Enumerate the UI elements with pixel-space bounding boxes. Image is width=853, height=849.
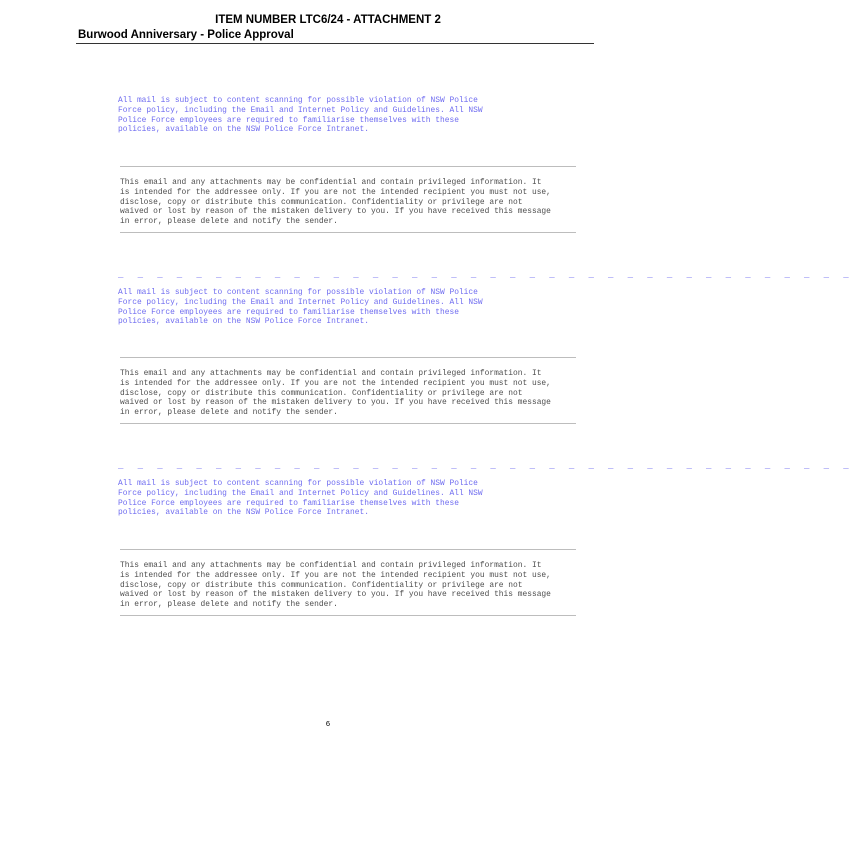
document-title: ITEM NUMBER LTC6/24 - ATTACHMENT 2: [215, 14, 441, 26]
rule-1b: [120, 232, 576, 233]
page-number: 6: [325, 719, 331, 728]
document-subtitle: Burwood Anniversary - Police Approval: [78, 29, 294, 41]
rule-2b: [120, 423, 576, 424]
separator-3: _ _ _ _ _ _ _ _ _ _ _ _ _ _ _ _ _ _ _ _ _ _ _ _ _ _ _ _ _ _ _ _ _ _ _ _ _ _: [118, 461, 853, 471]
policy-notice-1: All mail is subject to content scanning for possible violation of NSW Police Force policy, including the Email and Internet Policy and Guidelines. All NSW Police Force employees are required to familiarise themselves with these policies, available on the NSW Police Force Intranet.: [118, 96, 483, 135]
rule-3b: [120, 615, 576, 616]
policy-notice-2: All mail is subject to content scanning for possible violation of NSW Police Force policy, including the Email and Internet Policy and Guidelines. All NSW Police Force employees are required to familiarise themselves with these policies, available on the NSW Police Force Intranet.: [118, 288, 483, 327]
header-divider: [76, 43, 594, 44]
confidentiality-notice-2: This email and any attachments may be confidential and contain privileged information. It is intended for the addressee only. If you are not the intended recipient you must not use, disclose, copy or distribute this communication. Confidentiality or privilege are not waived or lost by reason of the mistaken delivery to you. If you have received this message in error, please delete and notify the sender.: [120, 369, 551, 418]
rule-2a: [120, 357, 576, 358]
confidentiality-notice-3: This email and any attachments may be confidential and contain privileged information. It is intended for the addressee only. If you are not the intended recipient you must not use, disclose, copy or distribute this communication. Confidentiality or privilege are not waived or lost by reason of the mistaken delivery to you. If you have received this message in error, please delete and notify the sender.: [120, 561, 551, 610]
rule-3a: [120, 549, 576, 550]
confidentiality-notice-1: This email and any attachments may be confidential and contain privileged information. It is intended for the addressee only. If you are not the intended recipient you must not use, disclose, copy or distribute this communication. Confidentiality or privilege are not waived or lost by reason of the mistaken delivery to you. If you have received this message in error, please delete and notify the sender.: [120, 178, 551, 227]
separator-2: _ _ _ _ _ _ _ _ _ _ _ _ _ _ _ _ _ _ _ _ _ _ _ _ _ _ _ _ _ _ _ _ _ _ _ _ _ _: [118, 270, 853, 280]
policy-notice-3: All mail is subject to content scanning for possible violation of NSW Police Force policy, including the Email and Internet Policy and Guidelines. All NSW Police Force employees are required to familiarise themselves with these policies, available on the NSW Police Force Intranet.: [118, 479, 483, 518]
rule-1a: [120, 166, 576, 167]
